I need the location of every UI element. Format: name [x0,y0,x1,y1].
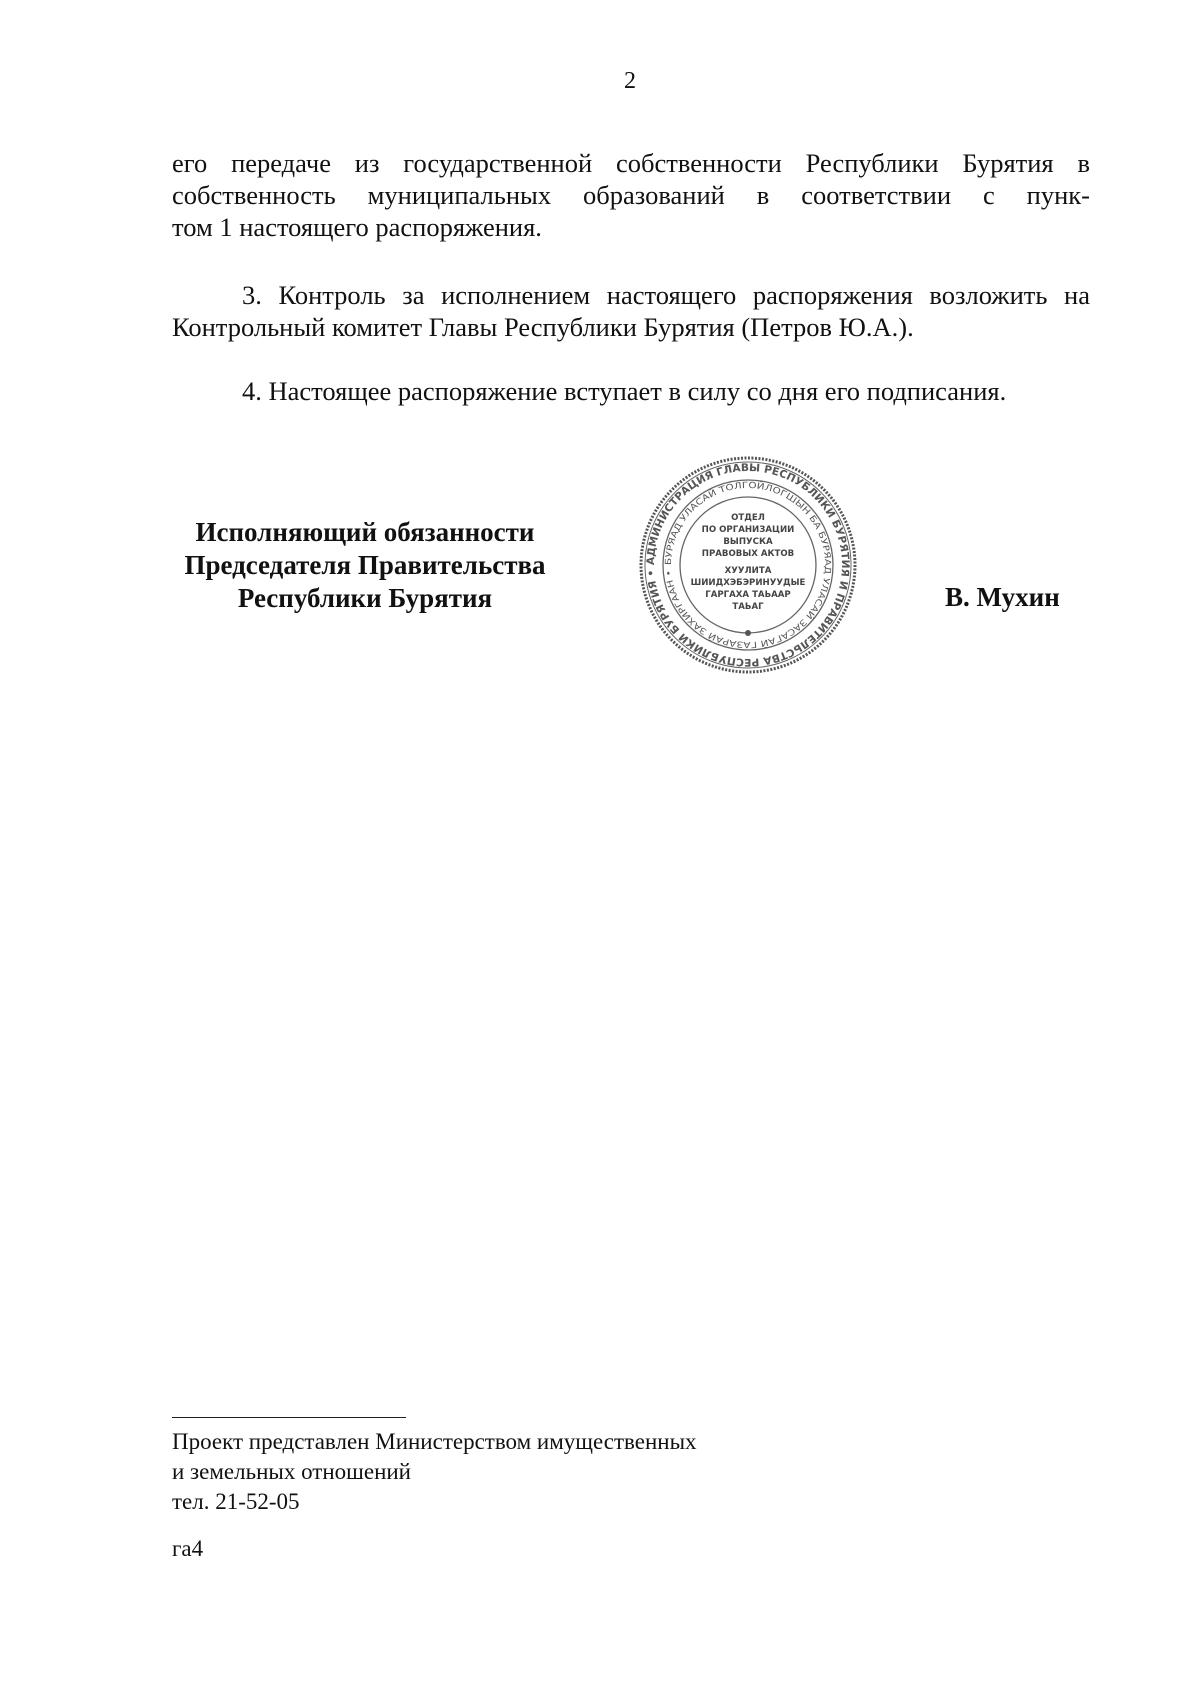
text-line: собственность муниципальных образований в соответствии с пунк- [172,180,1090,210]
text-line: 3. Контроль за исполнением настоящего распоряжения возложить на [242,280,1090,310]
text-line: 4. Настоящее распоряжение вступает в силу со дня его подписания. [242,376,1007,406]
document-code: га4 [172,1536,204,1561]
signatory-title-line: Исполняющий обязанности [195,517,535,547]
text-line: его передаче из государственной собственности Республики Бурятия в [172,148,1090,178]
svg-text:ШИИДХЭБЭРИНУУДЫЕ: ШИИДХЭБЭРИНУУДЫЕ [690,578,806,588]
svg-text:ПО ОРГАНИЗАЦИИ: ПО ОРГАНИЗАЦИИ [701,525,795,535]
signatory-title-line: Председателя Правительства [184,550,546,580]
svg-text:ГАРГАХА ТАЬААР: ГАРГАХА ТАЬААР [705,590,791,600]
signatory-title [160,516,570,615]
svg-text:БУРЯАД УЛАСАЙ ТОЛГОЙЛОГШЫН БА: БУРЯАД УЛАСАЙ ТОЛГОЙЛОГШЫН БА БУРЯАД УЛАСАЙ ЗАСАГАЙ ГАЗАРАЙ ЗАХИРГААН • [663,480,833,650]
paragraph-item-4 [172,375,1090,407]
svg-text:АДМИНИСТРАЦИЯ ГЛАВЫ РЕСПУБЛИКИ: АДМИНИСТРАЦИЯ ГЛАВЫ РЕСПУБЛИКИ БУРЯТИЯ И ПРАВИТЕЛЬСТВА РЕСПУБЛИКИ БУРЯТИЯ • [644,461,852,669]
svg-text:ПРАВОВЫХ АКТОВ: ПРАВОВЫХ АКТОВ [701,549,795,559]
official-seal [638,455,858,675]
svg-text:ТАЬАГ: ТАЬАГ [732,602,764,612]
seal-icon [638,455,858,675]
signatory-title-line: Республики Бурятия [237,583,493,613]
footnote-line: тел. 21-52-05 [172,1489,300,1514]
page-number: 2 [624,68,636,94]
signatory-name: В. Мухин [945,582,1060,612]
footnote-line: Проект представлен Министерством имущественных [172,1429,697,1454]
footnote-divider [172,1417,406,1418]
svg-text:ОТДЕЛ: ОТДЕЛ [731,513,765,523]
paragraph-continuation [172,147,1090,243]
footnote-line: и земельных отношений [172,1459,411,1484]
svg-text:ХУУЛИТА: ХУУЛИТА [724,566,772,576]
svg-text:ВЫПУСКА: ВЫПУСКА [723,537,773,547]
text-line: том 1 настоящего распоряжения. [172,212,542,242]
text-line: Контрольный комитет Главы Республики Бурятия (Петров Ю.А.). [172,312,914,342]
footnote [172,1427,697,1517]
paragraph-item-3 [172,279,1090,343]
